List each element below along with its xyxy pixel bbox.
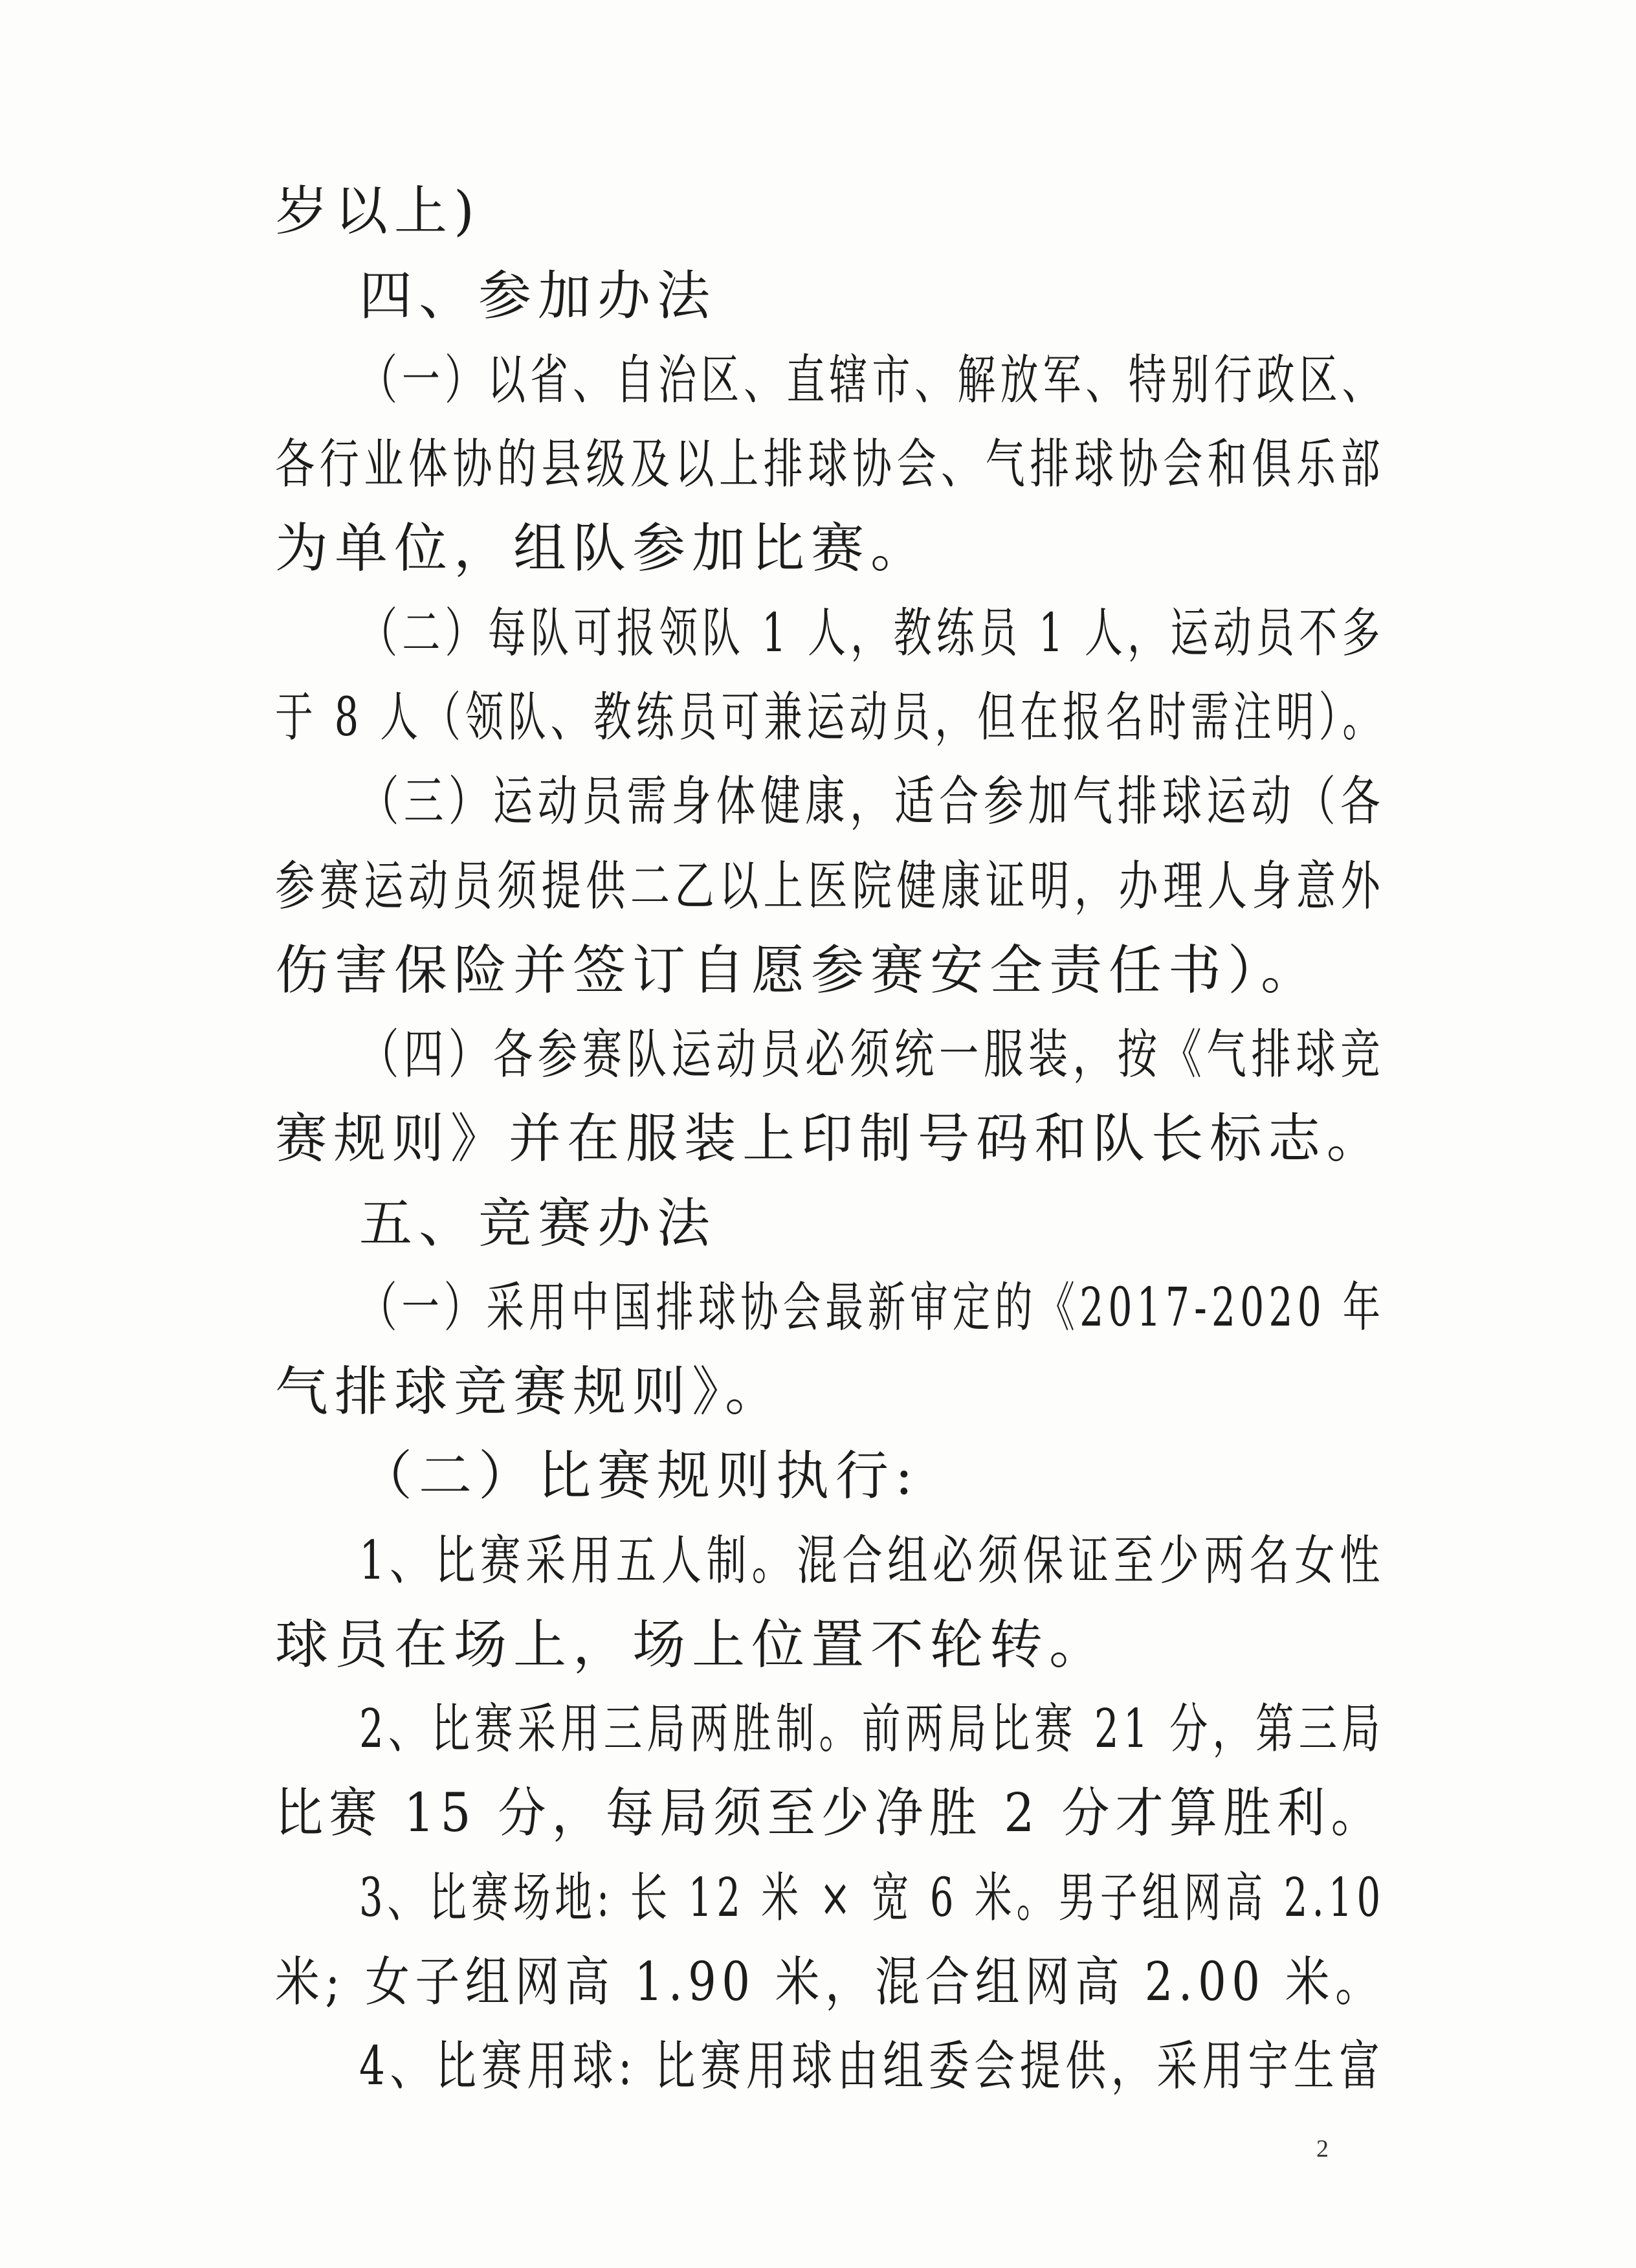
- text-line: 比赛 15 分，每局须至少净胜 2 分才算胜利。: [275, 1783, 1385, 1844]
- text-line: （二）每队可报领队 1 人，教练员 1 人，运动员不多: [359, 603, 1385, 664]
- text-line: 于 8 人（领队、教练员可兼运动员，但在报名时需注明）。: [275, 687, 1386, 748]
- text-line: （四）各参赛队运动员必须统一服装，按《气排球竞: [359, 1024, 1386, 1085]
- page-number: 2: [1316, 2135, 1329, 2162]
- text-line: 1、比赛采用五人制。混合组必须保证至少两名女性: [359, 1530, 1386, 1592]
- text-line: 4、比赛用球: 比赛用球由组委会提供，采用宇生富: [359, 2036, 1385, 2097]
- text-line: 气排球竞赛规则》。: [275, 1361, 785, 1423]
- section-heading: 五、竞赛办法: [359, 1193, 717, 1254]
- text-line: 2、比赛采用三局两胜制。前两局比赛 21 分，第三局: [359, 1698, 1385, 1760]
- text-line: （二）比赛规则执行:: [359, 1445, 920, 1507]
- text-line: 参赛运动员须提供二乙以上医院健康证明，办理人身意外: [275, 856, 1386, 917]
- text-line: 球员在场上，场上位置不轮转。: [275, 1614, 1109, 1676]
- text-line: 为单位，组队参加比赛。: [275, 518, 931, 579]
- text-line: 各行业体协的县级及以上排球协会、气排球协会和俱乐部: [275, 434, 1386, 495]
- section-heading: 四、参加办法: [359, 265, 717, 327]
- text-line: 伤害保险并签订自愿参赛安全责任书）。: [275, 940, 1321, 1001]
- text-line: 3、比赛场地: 长 12 米 × 宽 6 米。男子组网高 2.10: [359, 1867, 1386, 1929]
- text-line: （一）以省、自治区、直辖市、解放军、特别行政区、: [359, 350, 1385, 411]
- text-line: 米; 女子组网高 1.90 米，混合组网高 2.00 米。: [275, 1951, 1386, 2013]
- text-line: （一）采用中国排球协会最新审定的《2017-2020 年: [359, 1277, 1386, 1339]
- text-line: 赛规则》并在服装上印制号码和队长标志。: [275, 1108, 1385, 1170]
- text-line: （三）运动员需身体健康，适合参加气排球运动（各: [359, 771, 1386, 832]
- text-line: 岁以上): [275, 181, 481, 242]
